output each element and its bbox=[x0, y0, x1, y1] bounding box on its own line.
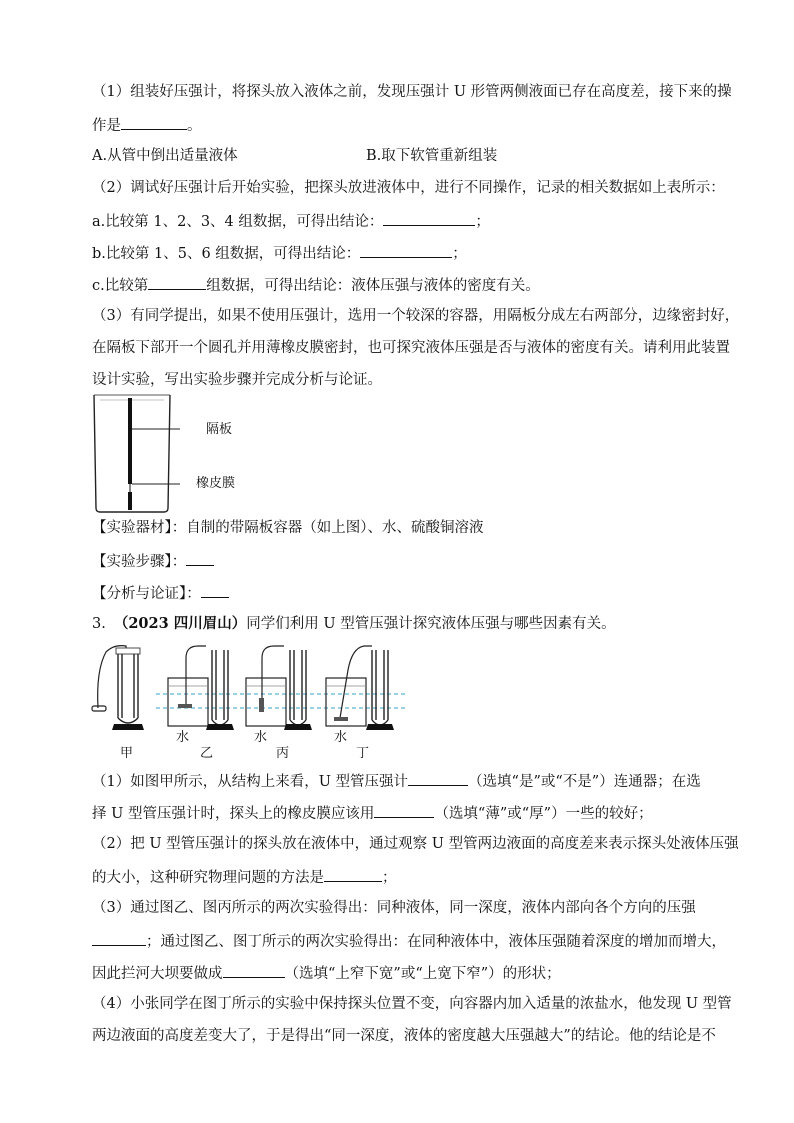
s2-q2-line1: （2）把 U 型管压强计的探头放在液体中，通过观察 U 型管两边液面的高度差来表示探头处液体压强 bbox=[92, 836, 739, 852]
gauge-ding bbox=[326, 646, 394, 730]
q2-c-text: c.比较第 bbox=[92, 278, 149, 294]
q2-c-end: 组数据，可得出结论：液体压强与液体的密度有关。 bbox=[206, 278, 540, 294]
question-intro: 同学们利用 U 型管压强计探究液体压强与哪些因素有关。 bbox=[246, 616, 616, 632]
water-label-ding: 水 bbox=[334, 730, 348, 745]
fig-label-bing: 丙 bbox=[276, 746, 290, 761]
q2-c bbox=[92, 274, 540, 296]
s2-q3-text-b: ；通过图乙、图丁所示的两次实验得出：在同种液体中，液体压强随着深度的增加而增大， bbox=[146, 934, 726, 950]
gauge-yi bbox=[168, 646, 234, 730]
question-3-heading bbox=[92, 614, 616, 634]
partition-label: 隔板 bbox=[206, 422, 233, 437]
q2-b-end: ； bbox=[452, 246, 467, 262]
option-b: B.取下软管重新组装 bbox=[366, 148, 498, 164]
s2-q3-line2 bbox=[92, 930, 726, 952]
q1-line2 bbox=[92, 114, 202, 136]
steps-blank[interactable] bbox=[186, 550, 214, 566]
s2-q3-line3 bbox=[92, 962, 561, 984]
s2-q2-text-a: 的大小，这种研究物理问题的方法是 bbox=[92, 870, 324, 886]
q2-a-text: a.比较第 1、2、3、4 组数据，可得出结论： bbox=[92, 214, 384, 230]
q2-b-text: b.比较第 1、5、6 组数据，可得出结论： bbox=[92, 246, 361, 262]
fig-label-ding: 丁 bbox=[356, 746, 370, 761]
s2-q1-blank2[interactable] bbox=[374, 802, 434, 818]
question-number: 3. bbox=[92, 616, 106, 632]
partition-container-figure bbox=[90, 392, 270, 514]
steps bbox=[92, 550, 214, 572]
materials: 【实验器材】：自制的带隔板容器（如上图）、水、硫酸铜溶液 bbox=[92, 520, 484, 536]
s2-q1-line1 bbox=[92, 770, 701, 792]
q2-c-blank[interactable] bbox=[148, 274, 206, 290]
s2-q2-text-b: ； bbox=[382, 870, 397, 886]
s2-q3-blank1[interactable] bbox=[92, 930, 146, 946]
q3-line3: 设计实验，写出实验步骤并完成分析与论证。 bbox=[92, 372, 382, 388]
water-label-bing: 水 bbox=[254, 730, 268, 745]
s2-q1-text-c: 择 U 型管压强计时，探头上的橡皮膜应该用 bbox=[92, 806, 375, 822]
q2-a-blank[interactable] bbox=[383, 210, 475, 226]
s2-q1-blank1[interactable] bbox=[408, 770, 468, 786]
q1-line1: （1）组装好压强计，将探头放入液体之前，发现压强计 U 形管两侧液面已存在高度差，接下来的操 bbox=[92, 84, 732, 100]
option-a: A.从管中倒出适量液体 bbox=[92, 148, 238, 164]
s2-q1-line2 bbox=[92, 802, 653, 824]
s2-q4-line2: 两边液面的高度差变大了，于是得出“同一深度，液体的密度越大压强越大”的结论。他的结论是不 bbox=[92, 1028, 716, 1044]
analysis bbox=[92, 582, 229, 604]
q3-line2: 在隔板下部开一个圆孔并用薄橡皮膜密封，也可探究液体压强是否与液体的密度有关。请利用此装置 bbox=[92, 340, 730, 356]
analysis-label: 【分析与论证】： bbox=[92, 586, 201, 602]
q3-line1: （3）有同学提出，如果不使用压强计，选用一个较深的容器，用隔板分成左右两部分，边缘密封好， bbox=[92, 308, 740, 324]
q2-line1: （2）调试好压强计后开始实验，把探头放进液体中，进行不同操作，记录的相关数据如上表所示： bbox=[92, 180, 725, 196]
gauge-bing bbox=[246, 646, 312, 730]
analysis-blank[interactable] bbox=[201, 582, 229, 598]
gauge-jia bbox=[92, 646, 144, 730]
s2-q3-line1: （3）通过图乙、图丙所示的两次实验得出：同种液体，同一深度，液体内部向各个方向的压强 bbox=[92, 900, 696, 916]
s2-q3-blank2[interactable] bbox=[223, 962, 285, 978]
s2-q3-text-d: （选填“上窄下宽”或“上宽下窄”）的形状； bbox=[284, 966, 561, 982]
q1-line2-post: 。 bbox=[187, 118, 202, 134]
s2-q1-text-d: （选填“薄”或“厚”）一些的较好； bbox=[434, 806, 653, 822]
s2-q2-line2 bbox=[92, 866, 397, 888]
q1-line2-pre: 作是 bbox=[92, 118, 121, 134]
q2-b-blank[interactable] bbox=[360, 242, 452, 258]
s2-q4-line1: （4）小张同学在图丁所示的实验中保持探头位置不变，向容器内加入适量的浓盐水，他发现 U 型管 bbox=[92, 996, 732, 1012]
q2-a bbox=[92, 210, 490, 232]
question-source: （2023 四川眉山） bbox=[113, 615, 247, 632]
q1-answer-blank[interactable] bbox=[121, 114, 187, 130]
s2-q1-text-b: （选填“是”或“不是”）连通器；在选 bbox=[468, 774, 701, 790]
u-tube-gauge-figure bbox=[86, 640, 416, 740]
steps-label: 【实验步骤】： bbox=[92, 554, 187, 570]
membrane-label: 橡皮膜 bbox=[196, 476, 236, 491]
q2-b bbox=[92, 242, 467, 264]
s2-q3-text-c: 因此拦河大坝要做成 bbox=[92, 966, 223, 982]
s2-q1-text-a: （1）如图甲所示，从结构上来看，U 型管压强计 bbox=[92, 774, 409, 790]
fig-label-jia: 甲 bbox=[120, 746, 134, 761]
s2-q2-blank[interactable] bbox=[324, 866, 382, 882]
q2-a-end: ； bbox=[475, 214, 490, 230]
fig-label-yi: 乙 bbox=[200, 746, 214, 761]
water-label-yi: 水 bbox=[176, 730, 190, 745]
